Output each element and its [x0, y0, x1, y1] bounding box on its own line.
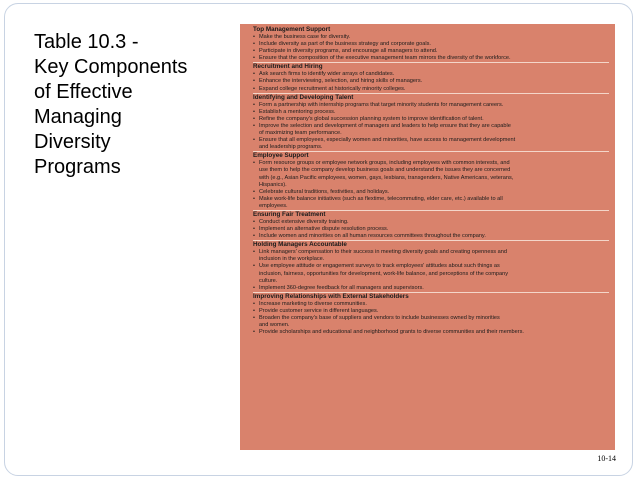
table-section: [253, 210, 609, 240]
bullet-text-line: • Use employee attitude or engagement surveys to track employees' attitudes about such things as: [259, 263, 500, 270]
bullet-item: [253, 102, 609, 109]
bullet-text-line: • Make the business case for diversity.: [259, 34, 351, 40]
bullet-item: [253, 109, 609, 116]
bullet-item: [253, 189, 609, 196]
bullet-text-line: and leadership programs.: [259, 144, 323, 151]
bullet-text-line: inclusion in the workplace.: [259, 256, 325, 263]
bullet-item: [253, 308, 609, 315]
bullet-item: [253, 137, 609, 151]
bullet-text-line: • Provide scholarships and educational and neighborhood grants to diverse communities and their members.: [259, 329, 524, 336]
bullet-text-line: • Enhance the interviewing, selection, and hiring skills of managers.: [259, 78, 423, 85]
section-title: Holding Managers Accountable: [253, 241, 347, 249]
bullet-item: [253, 48, 609, 55]
bullet-item: [253, 249, 609, 263]
bullet-item: [253, 41, 609, 48]
bullet-text-line: • Expand college recruitment at historically minority colleges.: [259, 85, 406, 92]
bullet-text-line: • Participate in diversity programs, and encourage all managers to attend.: [259, 48, 438, 55]
bullet-text-line: • Implement an alternative dispute resolution process.: [259, 226, 389, 233]
bullet-text-line: • Ensure that all employees, especially women and minorities, have access to management development: [259, 137, 516, 144]
bullet-item: [253, 329, 609, 336]
bullet-item: [253, 71, 609, 78]
section-title: Top Management Support: [253, 26, 331, 33]
slide-title-line: Programs: [34, 156, 121, 178]
bullet-item: [253, 263, 609, 284]
table-section: [253, 240, 609, 292]
bullet-text-line: • Refine the company's global succession planning system to improve identification of talent.: [259, 115, 484, 122]
slide-title-line: Table 10.3 -: [34, 31, 139, 53]
section-title: Recruitment and Hiring: [253, 63, 323, 71]
bullet-text-line: • Improve the selection and development of managers and leaders to help ensure that they are capable: [259, 122, 511, 129]
bullet-text-line: • Increase marketing to diverse communities.: [259, 300, 367, 307]
table-section: [253, 292, 609, 336]
slide-title-line: Diversity: [34, 131, 111, 153]
bullet-text-line: • Link managers' compensation to their success in meeting diversity goals and creating openness and: [259, 249, 507, 256]
bullet-item: [253, 55, 609, 62]
bullet-text-line: use them to help the company develop business goals and understand the issues they are concerned: [259, 167, 511, 174]
diversity-components-table: [240, 24, 615, 450]
bullet-text-line: • Implement 360-degree feedback for all managers and supervisors.: [259, 284, 424, 291]
bullet-item: [253, 233, 609, 240]
bullet-text-line: culture.: [259, 277, 278, 284]
bullet-text-line: with (e.g., Asian Pacific employees, women, gays, lesbians, transgenders, Native Americans, veterans,: [259, 174, 514, 181]
section-title: Ensuring Fair Treatment: [253, 210, 326, 218]
slide-title-line: Managing: [34, 106, 122, 128]
slide-title-line: Key Components: [34, 56, 188, 78]
bullet-text-line: • Establish a mentoring process.: [259, 108, 336, 115]
bullet-item: [253, 301, 609, 308]
bullet-text-line: and women.: [259, 322, 290, 329]
bullet-text-line: • Form a partnership with internship programs that target minority students for management careers.: [259, 101, 504, 108]
bullet-text-line: • Ask search firms to identify wider arrays of candidates.: [259, 71, 395, 78]
bullet-text-line: Hispanics).: [259, 181, 287, 188]
bullet-text-line: • Form resource groups or employee network groups, including employees with common interests, and: [259, 160, 510, 167]
bullet-text-line: of maximizing team performance.: [259, 130, 342, 137]
slide-number: 10-14: [597, 454, 616, 463]
slide-title-line: of Effective: [34, 81, 133, 103]
bullet-text-line: • Ensure that the composition of the executive management team mirrors the diversity of the workforce.: [259, 55, 511, 62]
section-title: Improving Relationships with External Stakeholders: [253, 292, 409, 300]
bullet-item: [253, 285, 609, 292]
bullet-text-line: employees.: [259, 202, 288, 209]
bullet-text-line: • Include diversity as part of the business strategy and corporate goals.: [259, 41, 431, 48]
bullet-text-line: inclusion, fairness, opportunities for development, work-life balance, and perceptions of the company: [259, 270, 509, 277]
bullet-item: [253, 219, 609, 226]
section-title: Identifying and Developing Talent: [253, 93, 354, 101]
bullet-item: [253, 78, 609, 85]
bullet-item: [253, 86, 609, 93]
bullet-text-line: • Include women and minorities on all human resources committees throughout the company.: [259, 233, 486, 240]
bullet-text-line: • Conduct extensive diversity training.: [259, 218, 349, 225]
bullet-item: [253, 315, 609, 329]
bullet-item: [253, 226, 609, 233]
bullet-text-line: • Celebrate cultural traditions, festivities, and holidays.: [259, 188, 390, 195]
bullet-item: [253, 123, 609, 137]
bullet-item: [253, 116, 609, 123]
section-title: Employee Support: [253, 152, 309, 160]
bullet-item: [253, 196, 609, 210]
slide-title: [34, 30, 234, 180]
table-section: [253, 26, 609, 62]
bullet-text-line: • Broaden the company's base of suppliers and vendors to include businesses owned by minorities: [259, 315, 500, 321]
bullet-item: [253, 160, 609, 188]
bullet-item: [253, 34, 609, 41]
table-section: [253, 151, 609, 210]
table-section: [253, 62, 609, 92]
bullet-text-line: • Provide customer service in different languages.: [259, 307, 379, 314]
table-section: [253, 93, 609, 152]
bullet-text-line: • Make work-life balance initiatives (such as flextime, telecommuting, elder care, etc.) available to all: [259, 195, 503, 202]
